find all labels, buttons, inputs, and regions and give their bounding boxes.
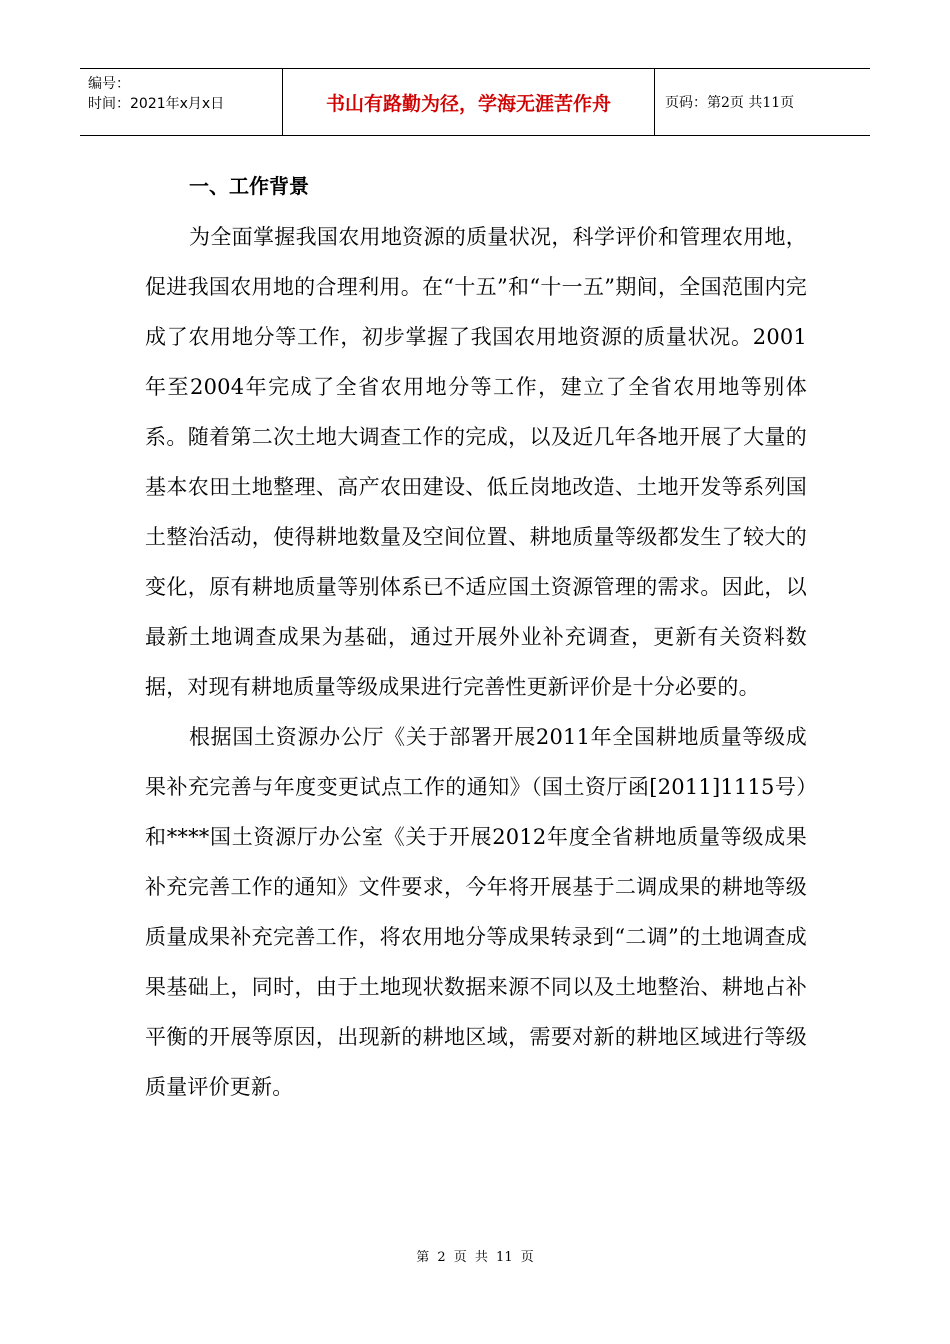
paragraph: 为全面掌握我国农用地资源的质量状况，科学评价和管理农用地，促进我国农用地的合理利用。在“十五”和“十一五”期间，全国范围内完成了农用地分等工作，初步掌握了我国农用地资源的质量状况。2001年至2004年完成了全省农用地分等工作，建立了全省农用地等别体系。随着第二次土地大调查工作的完成，以及近几年各地开展了大量的基本农田土地整理、高产农田建设、低丘岗地改造、土地开发等系列国土整治活动，使得耕地数量及空间位置、耕地质量等级都发生了较大的变化，原有耕地质量等别体系已不适应国土资源管理的需求。因此，以最新土地调查成果为基础，通过开展外业补充调查，更新有关资料数据，对现有耕地质量等级成果进行完善性更新评价是十分必要的。 (145, 225, 807, 699)
header-motto: 书山有路勤为径，学海无涯苦作舟 (283, 69, 655, 135)
document-date: 时间：2021年x月x日 (88, 96, 225, 112)
document-number-label: 编号： (88, 76, 130, 92)
section-heading: 一、工作背景 (189, 174, 309, 198)
header-meta (80, 69, 283, 135)
page-footer: 第 2 页 共 11 页 (416, 1250, 534, 1265)
page-header (80, 68, 870, 136)
paragraph: 根据国土资源办公厅《关于部署开展2011年全国耕地质量等级成果补充完善与年度变更试点工作的通知》（国土资厅函[2011]1115号）和****国土资源厅办公室《关于开展2012年度全省耕地质量等级成果补充完善工作的通知》文件要求，今年将开展基于二调成果的耕地等级质量成果补充完善工作，将农用地分等成果转录到“二调”的土地调查成果基础上，同时，由于土地现状数据来源不同以及土地整治、耕地占补平衡的开展等原因，出现新的耕地区域，需要对新的耕地区域进行等级质量评价更新。 (145, 725, 807, 1099)
document-body (145, 160, 807, 1112)
header-page-info: 页码：第2页 共11页 (665, 95, 795, 111)
